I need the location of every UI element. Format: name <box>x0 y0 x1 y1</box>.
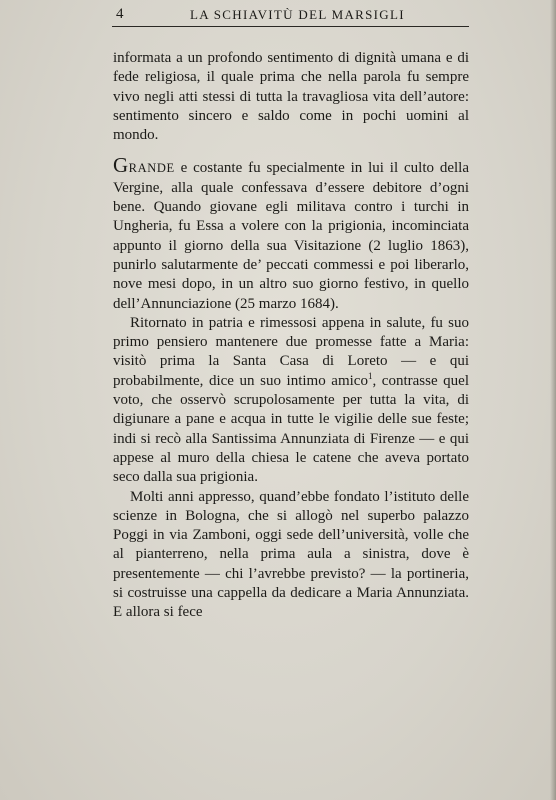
body-text <box>113 49 469 623</box>
initial-letter: G <box>113 153 129 178</box>
paragraph-1: informata a un profondo sentimento di dignità umana e di fede religiosa, il quale prima che nella parola fu sempre vivo negli atti stessi di tutta la travagliosa vita dell’autore: sentimento sincero e saldo come in pochi uomini al mondo. <box>113 50 469 144</box>
footnote-mark[interactable]: 1 <box>367 370 373 381</box>
running-head <box>112 4 469 27</box>
paragraph-4: Molti anni appresso, quand’ebbe fondato l’istituto delle scienze in Bologna, che si allogò nel superbo palazzo Poggi in via Zamboni, oggi sede dell’università, volle che al pianterreno, nella prima aula a sinistra, dove è presentemente — chi l’avrebbe previsto? — la portineria, si costruisse una cappella da dedicare a Maria Annunziata. E allora si fece <box>113 488 469 621</box>
running-title: LA SCHIAVITÙ DEL MARSIGLI <box>190 7 405 22</box>
paragraph-3-text-b: , contrasse quel voto, che osservò scrupolosamente per tutta la vita, di digiunare a pane e acqua in tutte le vigilie delle sue feste; indi si recò alla Santissima Annunziata di Firenze — e qui appese al muro della chiesa le catene che aveva portato seco dalla sua prigionia. <box>113 372 470 486</box>
paragraph-2 <box>113 153 469 313</box>
initial-word-smallcaps: RANDE <box>128 161 175 176</box>
paragraph-3 <box>113 314 469 488</box>
paragraph-2-text: e costante fu specialmente in lui il culto della Vergine, alla quale confessava d’essere debitore d’ogni bene. Quando giovane egli militava contro i turchi in Ungheria, fu Essa a volere con la prigionia, incominciata appunto il giorno della sua Visitazione (2 luglio 1863), punirlo salutarmente de’ peccati commessi e poi liberarlo, nove mesi dopo, in un altro suo giorno festivo, in quello dell’Annunciazione (25 marzo 1684). <box>113 160 469 312</box>
page-number: 4 <box>116 6 124 22</box>
paragraph-3-text-a: Ritornato in patria e rimessosi appena in salute, fu suo primo pensiero mantenere due promesse fatte a Maria: visitò prima la Santa Casa di Loreto — e qui probabilmente, dice un suo intimo amico <box>113 314 469 389</box>
